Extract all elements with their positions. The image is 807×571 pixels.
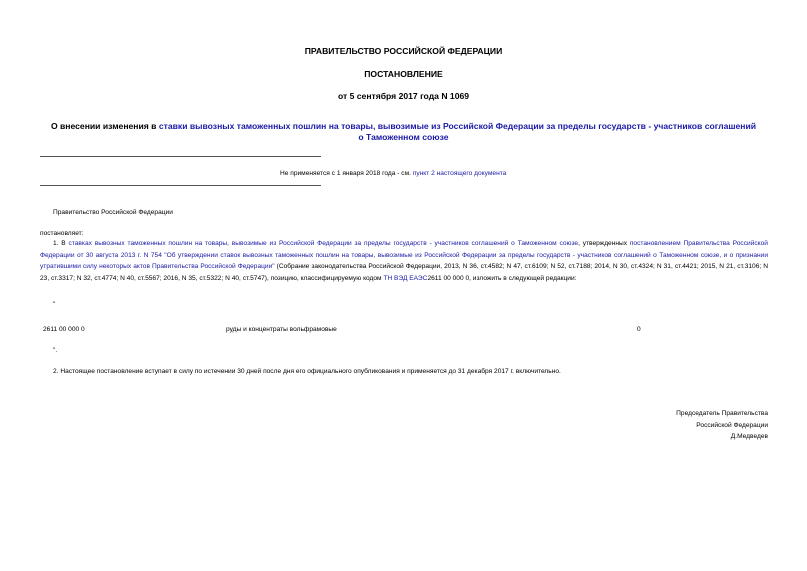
paragraph-2: 2. Настоящее постановление вступает в силу по истечении 30 дней после дня его официального опубликования и применяется до 31 декабря 2017 г. включительно. (53, 368, 561, 375)
paragraph-1 (40, 238, 768, 284)
quote-close: ". (53, 347, 58, 354)
p1-resolution-link[interactable]: постановлением Правительства Российской Федерации от 30 августа 2013 г. N 754 "Об утверждении ставок вывозных таможенных пошлин на товары, вывозимые из Российской Федерации за пределы государств - участников соглашений о Таможенном союзе, и о признании утратившими силу некоторых актов Правительства Российской Федерации" (40, 240, 768, 271)
document-date-number: от 5 сентября 2017 года N 1069 (337, 91, 470, 101)
p1-rates-link[interactable]: ставках вывозных таможенных пошлин на товары, вывозимые из Российской Федерации за пределы государств - участников соглашений о Таможенном союзе (68, 240, 579, 247)
quote-open: " (53, 301, 56, 308)
p1-text-1: , утвержденных (578, 240, 630, 247)
document-title-line2 (0, 132, 807, 142)
divider-top (40, 156, 321, 157)
document-title (0, 121, 807, 131)
table-row-name: руды и концентраты вольфрамовые (226, 326, 337, 333)
p1-text-3: 2611 00 000 0, изложить в следующей редакции: (427, 274, 577, 282)
p1-number: 1. В (53, 240, 69, 247)
table-row-code: 2611 00 000 0 (43, 326, 85, 333)
signature-name: Д.Медведев (730, 433, 768, 440)
government-label: Правительство Российской Федерации (53, 209, 173, 216)
p1-tnved-link[interactable]: ТН ВЭД ЕАЭС (383, 274, 428, 282)
document-organization: ПРАВИТЕЛЬСТВО РОССИЙСКОЙ ФЕДЕРАЦИИ (304, 46, 503, 56)
signature-country: Российской Федерации (696, 421, 768, 429)
applicability-note (280, 168, 506, 180)
document-type: ПОСТАНОВЛЕНИЕ (364, 69, 443, 79)
signature-position: Председатель Правительства (676, 410, 768, 417)
title-link-line2[interactable]: о Таможенном союзе (358, 132, 449, 142)
divider-bottom (40, 185, 321, 186)
note-text: Не применяется с 1 января 2018 года - см. (280, 170, 413, 177)
table-row-rate: 0 (637, 326, 641, 333)
title-link[interactable]: ставки вывозных таможенных пошлин на товары, вывозимые из Российской Федерации за пределы государств - участников соглашений (158, 121, 757, 131)
decree-label: постановляет: (40, 230, 84, 237)
title-prefix: О внесении изменения в (50, 121, 159, 131)
signature-block (676, 408, 768, 443)
p1-text-2: (Собрание законодательства Российской Федерации, 2013, N 36, ст.4582; N 47, ст.6109; N 52, ст.7188; 2014, N 30, ст.4324; N 31, ст.4421; 2015, N 21, ст.3106; N 23, ст.3317; N 32, ст.4774; N 40, ст.5567; 2016, N 35, ст.5322; N 40, ст.5747), позицию, классифицируемую кодом (40, 263, 768, 282)
note-link[interactable]: пункт 2 настоящего документа (412, 170, 507, 177)
